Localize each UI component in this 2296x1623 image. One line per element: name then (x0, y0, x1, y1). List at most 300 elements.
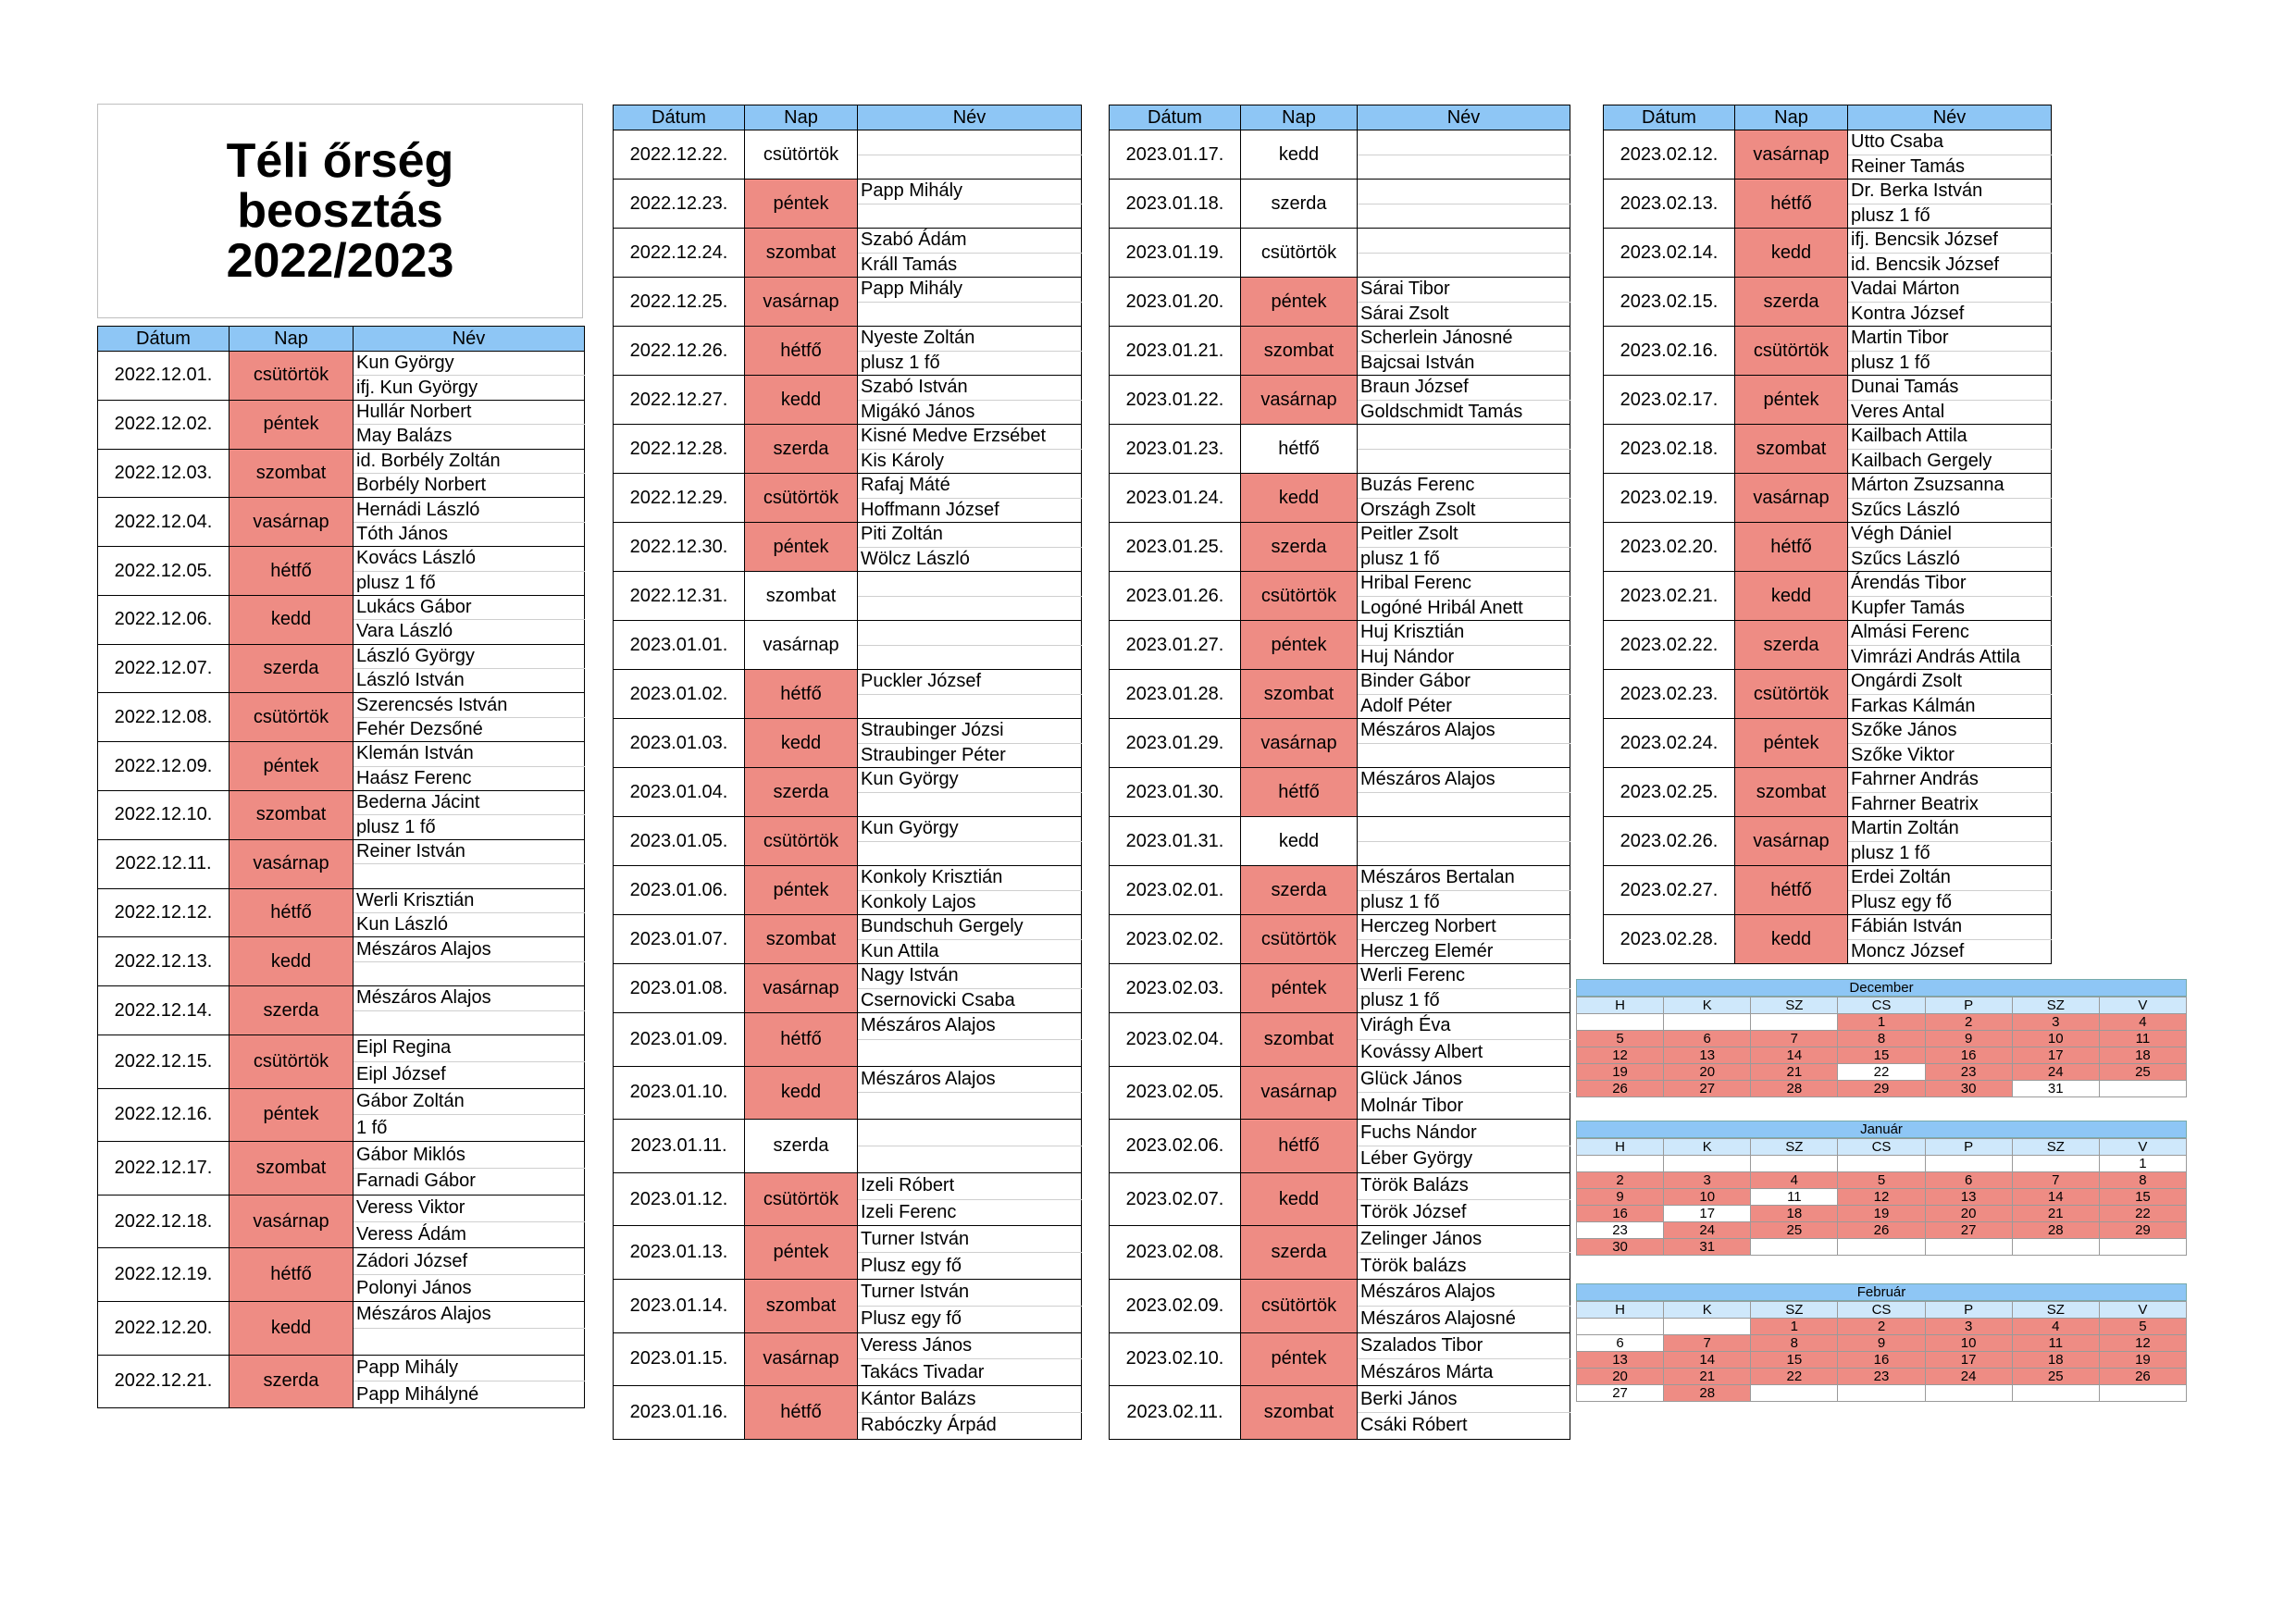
calendar-day: 13 (1925, 1189, 2012, 1206)
date-cell: 2023.02.11. (1110, 1386, 1241, 1440)
name-cell-1: Mészáros Alajos (1358, 719, 1570, 744)
day-cell: péntek (745, 523, 858, 572)
name-cell-1: Sárai Tibor (1358, 278, 1570, 303)
calendar-weekday-header: CS (1838, 997, 1925, 1014)
title-line-2: beosztás (237, 184, 443, 238)
calendar-day: 15 (1751, 1352, 1838, 1369)
name-cell-1: Hullár Norbert (354, 400, 585, 424)
table-row (1604, 278, 2052, 303)
header-day: Nap (1241, 105, 1358, 130)
date-cell: 2023.02.10. (1110, 1332, 1241, 1386)
date-cell: 2022.12.20. (98, 1301, 230, 1355)
calendar-day (1925, 1239, 2012, 1256)
name-cell-2: Herczeg Elemér (1358, 939, 1570, 964)
name-cell-2: Farnadi Gábor (354, 1168, 585, 1195)
day-cell: péntek (745, 180, 858, 229)
name-cell-1 (858, 130, 1082, 155)
calendar-day: 20 (1577, 1369, 1664, 1385)
day-cell: szerda (745, 425, 858, 474)
day-cell: péntek (1241, 964, 1358, 1013)
table-row (614, 1172, 1082, 1199)
name-cell-1: Turner István (858, 1279, 1082, 1306)
date-cell: 2023.02.14. (1604, 229, 1735, 278)
date-cell: 2022.12.30. (614, 523, 745, 572)
calendar-day: 2 (1838, 1319, 1925, 1335)
title-box (97, 104, 583, 318)
day-cell: vasárnap (745, 964, 858, 1013)
date-cell: 2022.12.11. (98, 839, 230, 888)
calendar-day: 23 (1838, 1369, 1925, 1385)
date-cell: 2023.01.24. (1110, 474, 1241, 523)
calendar-day: 16 (1838, 1352, 1925, 1369)
table-row (98, 1248, 585, 1275)
calendar-day (2012, 1156, 2099, 1172)
name-cell-2: Csáki Róbert (1358, 1412, 1570, 1439)
name-cell-1: Vadai Márton (1848, 278, 2052, 303)
name-cell-1: Herczeg Norbert (1358, 915, 1570, 940)
table-row (98, 595, 585, 619)
table-row (614, 474, 1082, 499)
table-row (1604, 376, 2052, 401)
date-cell: 2022.12.15. (98, 1035, 230, 1088)
name-cell-2 (354, 864, 585, 888)
calendar-day (1664, 1014, 1751, 1031)
day-cell: szombat (230, 791, 354, 840)
name-cell-1: Papp Mihály (858, 278, 1082, 303)
table-row (614, 425, 1082, 450)
date-cell: 2023.01.21. (1110, 327, 1241, 376)
day-cell: csütörtök (1241, 229, 1358, 278)
date-cell: 2023.01.07. (614, 915, 745, 964)
name-cell-1: Izeli Róbert (858, 1172, 1082, 1199)
calendar-day: 24 (1664, 1222, 1751, 1239)
calendar-day (1664, 1156, 1751, 1172)
table-row (614, 866, 1082, 891)
table-row (1110, 670, 1570, 695)
date-cell: 2022.12.09. (98, 742, 230, 791)
calendar-weekday-header: K (1664, 997, 1751, 1014)
name-cell-2: Eipl József (354, 1061, 585, 1088)
calendar-weekday-header: V (2099, 1139, 2186, 1156)
day-cell: vasárnap (1241, 1066, 1358, 1120)
calendar-weekday-header: P (1925, 997, 2012, 1014)
name-cell-1: Hernádi László (354, 498, 585, 522)
date-cell: 2023.02.28. (1604, 915, 1735, 964)
table-row (614, 1120, 1082, 1146)
table-row (1110, 768, 1570, 793)
calendar-weekday-header: H (1577, 1302, 1664, 1319)
table-row (1110, 1172, 1570, 1199)
name-cell-2: Veress Ádám (354, 1221, 585, 1248)
calendar-day: 18 (1751, 1206, 1838, 1222)
day-cell: szerda (230, 644, 354, 693)
date-cell: 2022.12.14. (98, 986, 230, 1035)
day-cell: kedd (1241, 474, 1358, 523)
calendar-day: 26 (2099, 1369, 2186, 1385)
name-cell-1 (858, 572, 1082, 597)
name-cell-2 (858, 1093, 1082, 1120)
name-cell-1: Fahrner András (1848, 768, 2052, 793)
date-cell: 2022.12.10. (98, 791, 230, 840)
name-cell-2: plusz 1 fő (1358, 890, 1570, 915)
name-cell-2: Sárai Zsolt (1358, 302, 1570, 327)
name-cell-2: Szőke Viktor (1848, 743, 2052, 768)
name-cell-1: Braun József (1358, 376, 1570, 401)
table-row (1110, 572, 1570, 597)
day-cell: vasárnap (230, 1195, 354, 1248)
date-cell: 2023.02.23. (1604, 670, 1735, 719)
table-row (98, 400, 585, 424)
name-cell-1: Török Balázs (1358, 1172, 1570, 1199)
calendar-weekday-header: P (1925, 1139, 2012, 1156)
table-row (1604, 180, 2052, 204)
calendar-day: 31 (1664, 1239, 1751, 1256)
date-cell: 2022.12.28. (614, 425, 745, 474)
table-row (98, 742, 585, 766)
calendar-day: 14 (1664, 1352, 1751, 1369)
calendar-day: 25 (1751, 1222, 1838, 1239)
day-cell: szombat (745, 915, 858, 964)
header-name: Név (858, 105, 1082, 130)
name-cell-2 (858, 694, 1082, 719)
table-row (98, 1088, 585, 1115)
day-cell: péntek (1735, 376, 1848, 425)
name-cell-1: Scherlein Jánosné (1358, 327, 1570, 352)
date-cell: 2022.12.18. (98, 1195, 230, 1248)
date-cell: 2022.12.01. (98, 352, 230, 401)
calendar-weekday-header: P (1925, 1302, 2012, 1319)
calendar-day: 4 (2099, 1014, 2186, 1031)
day-cell: péntek (230, 400, 354, 449)
name-cell-1 (858, 621, 1082, 646)
name-cell-1: Almási Ferenc (1848, 621, 2052, 646)
table-row (614, 523, 1082, 548)
calendar-day: 11 (2012, 1335, 2099, 1352)
day-cell: péntek (1241, 278, 1358, 327)
table-row (1110, 523, 1570, 548)
name-cell-1: Szőke János (1848, 719, 2052, 744)
name-cell-1: Mészáros Alajos (1358, 1279, 1570, 1306)
calendar-month-label: December (1576, 979, 2187, 997)
day-cell: szombat (230, 1142, 354, 1196)
calendar-day: 2 (1925, 1014, 2012, 1031)
name-cell-2: Rabóczky Árpád (858, 1412, 1082, 1439)
day-cell: péntek (1735, 719, 1848, 768)
name-cell-1: Berki János (1358, 1386, 1570, 1413)
day-cell: szombat (1735, 768, 1848, 817)
day-cell: hétfő (230, 547, 354, 596)
calendar-day: 12 (1838, 1189, 1925, 1206)
calendar-day: 18 (2099, 1047, 2186, 1064)
table-row (1604, 523, 2052, 548)
day-cell: hétfő (1735, 523, 1848, 572)
day-cell: hétfő (1241, 425, 1358, 474)
name-cell-1: Konkoly Krisztián (858, 866, 1082, 891)
calendar-day: 5 (2099, 1319, 2186, 1335)
date-cell: 2022.12.26. (614, 327, 745, 376)
calendar-day: 1 (1751, 1319, 1838, 1335)
day-cell: hétfő (745, 670, 858, 719)
day-cell: vasárnap (1735, 474, 1848, 523)
date-cell: 2023.02.04. (1110, 1013, 1241, 1067)
name-cell-2: Huj Nándor (1358, 645, 1570, 670)
name-cell-1: Virágh Éva (1358, 1013, 1570, 1040)
table-row (1604, 327, 2052, 352)
day-cell: szerda (1735, 621, 1848, 670)
name-cell-2 (1358, 841, 1570, 866)
name-cell-1: Mészáros Alajos (354, 986, 585, 1010)
calendar-day: 16 (1577, 1206, 1664, 1222)
calendar-day (1925, 1385, 2012, 1402)
calendar-day (2012, 1385, 2099, 1402)
date-cell: 2023.01.23. (1110, 425, 1241, 474)
name-cell-1: Reiner István (354, 839, 585, 863)
table-row (98, 986, 585, 1010)
name-cell-2: Csernovicki Csaba (858, 988, 1082, 1013)
date-cell: 2023.01.31. (1110, 817, 1241, 866)
table-row (1604, 670, 2052, 695)
calendar-day: 7 (2012, 1172, 2099, 1189)
name-cell-1: id. Borbély Zoltán (354, 449, 585, 473)
name-cell-2: Kun Attila (858, 939, 1082, 964)
date-cell: 2022.12.05. (98, 547, 230, 596)
table-row (1110, 719, 1570, 744)
day-cell: kedd (230, 937, 354, 986)
table-row (98, 839, 585, 863)
calendar-day: 12 (2099, 1335, 2186, 1352)
day-cell: kedd (1241, 130, 1358, 180)
name-cell-2: Hoffmann József (858, 498, 1082, 523)
date-cell: 2023.01.01. (614, 621, 745, 670)
day-cell: szombat (745, 1279, 858, 1332)
day-cell: kedd (745, 719, 858, 768)
day-cell: vasárnap (745, 1332, 858, 1386)
date-cell: 2023.01.29. (1110, 719, 1241, 768)
table-row (614, 1386, 1082, 1413)
day-cell: péntek (230, 1088, 354, 1142)
name-cell-1: Dr. Berka István (1848, 180, 2052, 204)
date-cell: 2023.01.13. (614, 1226, 745, 1280)
name-cell-2: Molnár Tibor (1358, 1093, 1570, 1120)
calendar-day: 3 (2012, 1014, 2099, 1031)
name-cell-2 (1358, 743, 1570, 768)
date-cell: 2023.01.16. (614, 1386, 745, 1440)
calendar-day: 4 (2012, 1319, 2099, 1335)
name-cell-1: Fábián István (1848, 915, 2052, 940)
name-cell-2 (858, 204, 1082, 229)
day-cell: csütörtök (230, 1035, 354, 1088)
calendar-day: 23 (1925, 1064, 2012, 1081)
day-cell: kedd (230, 1301, 354, 1355)
table-row (98, 1195, 585, 1221)
header-name: Név (1848, 105, 2052, 130)
table-row (1604, 474, 2052, 499)
name-cell-2: Török József (1358, 1199, 1570, 1226)
table-row (1110, 915, 1570, 940)
date-cell: 2023.01.19. (1110, 229, 1241, 278)
table-row (614, 130, 1082, 155)
table-row (614, 1332, 1082, 1359)
name-cell-2: id. Bencsik József (1848, 253, 2052, 278)
date-cell: 2023.01.15. (614, 1332, 745, 1386)
name-cell-1 (1358, 817, 1570, 842)
name-cell-1: Nyeste Zoltán (858, 327, 1082, 352)
date-cell: 2023.01.17. (1110, 130, 1241, 180)
calendar-day: 27 (1925, 1222, 2012, 1239)
calendar-day: 21 (1664, 1369, 1751, 1385)
name-cell-1: Binder Gábor (1358, 670, 1570, 695)
schedule-table-2 (613, 105, 1082, 1440)
calendar-day (1577, 1156, 1664, 1172)
calendar-day: 21 (1751, 1064, 1838, 1081)
name-cell-1: Gábor Zoltán (354, 1088, 585, 1115)
day-cell: vasárnap (1735, 817, 1848, 866)
name-cell-2: plusz 1 fő (1848, 841, 2052, 866)
calendar-day: 30 (1577, 1239, 1664, 1256)
calendar-day (2099, 1239, 2186, 1256)
date-cell: 2023.01.28. (1110, 670, 1241, 719)
name-cell-2: Léber György (1358, 1146, 1570, 1172)
calendar-day: 30 (1925, 1081, 2012, 1097)
date-cell: 2023.01.06. (614, 866, 745, 915)
table-row (98, 791, 585, 815)
date-cell: 2023.02.19. (1604, 474, 1735, 523)
name-cell-2: plusz 1 fő (1358, 988, 1570, 1013)
table-row (614, 180, 1082, 204)
day-cell: vasárnap (745, 278, 858, 327)
day-cell: szombat (745, 572, 858, 621)
day-cell: hétfő (745, 327, 858, 376)
name-cell-1: Veress János (858, 1332, 1082, 1359)
day-cell: csütörtök (745, 817, 858, 866)
table-row (1604, 229, 2052, 254)
date-cell: 2022.12.03. (98, 449, 230, 498)
name-cell-1: Bederna Jácint (354, 791, 585, 815)
name-cell-2 (858, 302, 1082, 327)
name-cell-1: Peitler Zsolt (1358, 523, 1570, 548)
calendar-day: 28 (1664, 1385, 1751, 1402)
name-cell-1: Kovács László (354, 547, 585, 571)
date-cell: 2022.12.02. (98, 400, 230, 449)
date-cell: 2023.02.01. (1110, 866, 1241, 915)
day-cell: péntek (745, 1226, 858, 1280)
table-row (614, 1279, 1082, 1306)
calendar-day (1664, 1319, 1751, 1335)
name-cell-2: László István (354, 669, 585, 693)
name-cell-1: Mészáros Alajos (354, 937, 585, 961)
calendar-weekday-header: SZ (2012, 997, 2099, 1014)
calendar-weekday-header: SZ (1751, 997, 1838, 1014)
day-cell: szerda (1241, 180, 1358, 229)
name-cell-1: Mészáros Alajos (1358, 768, 1570, 793)
calendar-weekday-header: V (2099, 997, 2186, 1014)
name-cell-1: Glück János (1358, 1066, 1570, 1093)
date-cell: 2022.12.25. (614, 278, 745, 327)
day-cell: hétfő (745, 1013, 858, 1067)
calendar-day: 3 (1925, 1319, 2012, 1335)
day-cell: vasárnap (1241, 376, 1358, 425)
table-row (98, 1355, 585, 1381)
name-cell-2: Országh Zsolt (1358, 498, 1570, 523)
day-cell: szombat (1735, 425, 1848, 474)
calendar-day: 14 (1751, 1047, 1838, 1064)
calendar-day: 17 (2012, 1047, 2099, 1064)
day-cell: szerda (1241, 1226, 1358, 1280)
date-cell: 2023.01.02. (614, 670, 745, 719)
name-cell-1 (1358, 425, 1570, 450)
table-row (1110, 278, 1570, 303)
title-line-3: 2022/2023 (226, 234, 454, 288)
name-cell-1: Kun György (858, 817, 1082, 842)
table-row (1604, 768, 2052, 793)
name-cell-2: Izeli Ferenc (858, 1199, 1082, 1226)
schedule-table-4 (1603, 105, 2052, 964)
name-cell-1: Fuchs Nándor (1358, 1120, 1570, 1146)
day-cell: hétfő (1241, 768, 1358, 817)
date-cell: 2022.12.31. (614, 572, 745, 621)
date-cell: 2022.12.07. (98, 644, 230, 693)
name-cell-1: Mészáros Bertalan (1358, 866, 1570, 891)
name-cell-2: Mészáros Alajosné (1358, 1306, 1570, 1332)
calendar-day: 17 (1664, 1206, 1751, 1222)
name-cell-2: ifj. Kun György (354, 376, 585, 400)
day-cell: szerda (745, 768, 858, 817)
calendar-weekday-header: SZ (2012, 1139, 2099, 1156)
date-cell: 2023.01.09. (614, 1013, 745, 1067)
name-cell-2: Vimrázi András Attila (1848, 645, 2052, 670)
day-cell: vasárnap (745, 621, 858, 670)
table-row (1110, 1279, 1570, 1306)
day-cell: szombat (1241, 1013, 1358, 1067)
name-cell-1: Werli Ferenc (1358, 964, 1570, 989)
table-row (1604, 572, 2052, 597)
header-name: Név (1358, 105, 1570, 130)
table-row (614, 1226, 1082, 1253)
name-cell-2 (858, 1039, 1082, 1066)
calendar-weekday-header: V (2099, 1302, 2186, 1319)
day-cell: szombat (1241, 670, 1358, 719)
table-row (1604, 915, 2052, 940)
table-row (1604, 817, 2052, 842)
date-cell: 2023.02.21. (1604, 572, 1735, 621)
calendar-day: 6 (1577, 1335, 1664, 1352)
date-cell: 2023.02.15. (1604, 278, 1735, 327)
name-cell-1: Lukács Gábor (354, 595, 585, 619)
calendar-weekday-header: K (1664, 1302, 1751, 1319)
date-cell: 2023.02.25. (1604, 768, 1735, 817)
name-cell-2 (1358, 449, 1570, 474)
header-date: Dátum (98, 327, 230, 352)
date-cell: 2023.02.02. (1110, 915, 1241, 964)
date-cell: 2023.02.20. (1604, 523, 1735, 572)
date-cell: 2022.12.16. (98, 1088, 230, 1142)
calendar-day: 17 (1925, 1352, 2012, 1369)
calendar-day: 22 (1838, 1064, 1925, 1081)
name-cell-1: ifj. Bencsik József (1848, 229, 2052, 254)
table-row (1110, 1066, 1570, 1093)
name-cell-1: Eipl Regina (354, 1035, 585, 1061)
day-cell: csütörtök (745, 1172, 858, 1226)
calendar-day (1751, 1156, 1838, 1172)
calendar-day: 8 (2099, 1172, 2186, 1189)
name-cell-2: Goldschmidt Tamás (1358, 400, 1570, 425)
name-cell-1: Rafaj Máté (858, 474, 1082, 499)
calendar-weekday-header: H (1577, 1139, 1664, 1156)
table-row (98, 1142, 585, 1169)
name-cell-1: Puckler József (858, 670, 1082, 695)
name-cell-2 (354, 1010, 585, 1035)
calendar-day: 5 (1577, 1031, 1664, 1047)
